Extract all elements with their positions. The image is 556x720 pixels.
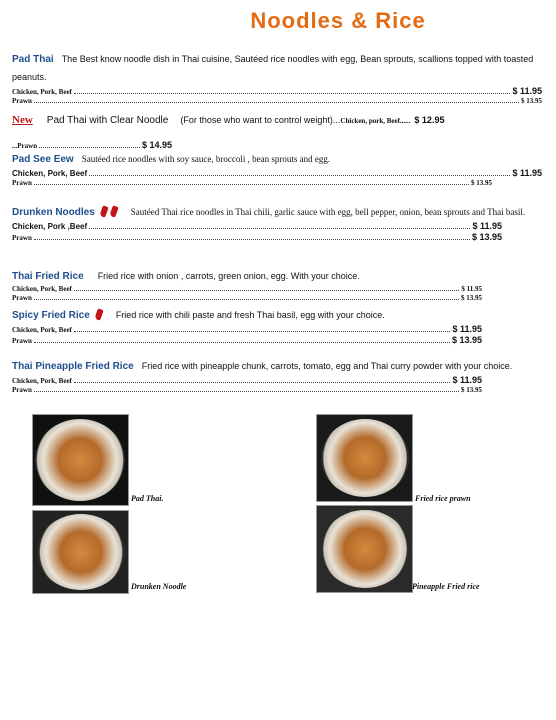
- food-photo-pineapple-fried-rice: [316, 505, 413, 593]
- price-value: $ 14.95: [141, 140, 172, 150]
- menu-item-pad-see-eew: [12, 149, 542, 187]
- item-name: Pad Thai with Clear Noodle: [46, 115, 169, 126]
- price-label: Chicken, pork, Beef......: [340, 117, 411, 125]
- food-photo-fried-rice-prawn: [316, 414, 413, 502]
- item-name: Thai Pineapple Fried Rice: [12, 361, 134, 372]
- price-label: Prawn: [12, 386, 32, 394]
- price-value: $ 11.95: [452, 375, 482, 385]
- price-label: Chicken, Pork, Beef: [12, 326, 72, 334]
- food-photo-drunken-noodle: [32, 510, 129, 594]
- price-value: $ 11.95: [512, 168, 542, 178]
- chili-pepper-icon: [109, 205, 118, 217]
- price-value: $ 13.95: [471, 179, 492, 187]
- price-label: Prawn: [12, 337, 32, 345]
- item-description: The Best know noodle dish in Thai cuisine, Sautéed rice noodles with egg, Bean sprouts, scallions topped with toasted peanuts.: [12, 54, 534, 82]
- food-photo-pad-thai: [32, 414, 129, 506]
- price-value: $ 11.95: [512, 86, 542, 96]
- item-name: Spicy Fried Rice: [12, 310, 90, 321]
- price-label: Chicken, Pork, Beef: [12, 285, 72, 293]
- page-title: Noodles & Rice: [250, 8, 426, 33]
- price-label: Chicken, Pork, Beef: [12, 377, 72, 385]
- item-description: Fried rice with onion , carrots, green onion, egg. With your choice.: [97, 271, 360, 281]
- menu-item-pad-thai-clear-noodle: [12, 110, 542, 150]
- price-label: Prawn: [12, 294, 32, 302]
- item-description: Sautéed rice noodles with soy sauce, broccoli , bean sprouts and egg.: [81, 154, 331, 164]
- price-label: Chicken, Pork, Beef: [12, 88, 72, 96]
- price-value: $ 13.95: [471, 232, 502, 242]
- item-name: Pad See Eew: [12, 154, 74, 165]
- price-value: $ 13.95: [461, 386, 482, 394]
- photo-caption: Fried rice prawn: [415, 494, 471, 503]
- menu-item-pad-thai: [12, 49, 542, 105]
- price-label: Prawn: [12, 97, 32, 105]
- price-label: ...Prawn: [12, 142, 38, 150]
- photo-caption: Drunken Noodle: [131, 582, 187, 591]
- photo-caption: Pineapple Fried rice: [412, 582, 480, 591]
- price-value: $ 11.95: [472, 221, 502, 231]
- price-label: Prawn: [12, 234, 32, 242]
- item-description: Fried rice with pineapple chunk, carrots, tomato, egg and Thai curry powder with your choice.: [141, 361, 513, 371]
- chili-pepper-icon: [99, 205, 108, 217]
- item-description: Fried rice with chili paste and fresh Thai basil, egg with your choice.: [115, 310, 385, 320]
- price-label: Chicken, Pork, Beef: [12, 169, 88, 178]
- item-description: (For those who want to control weight)...: [180, 115, 341, 125]
- photo-caption: Pad Thai.: [131, 494, 164, 503]
- menu-item-thai-pineapple-fried-rice: [12, 356, 542, 394]
- price-value: $ 12.95: [414, 115, 445, 125]
- item-name: Thai Fried Rice: [12, 271, 84, 282]
- new-badge: New: [12, 114, 33, 126]
- price-value: $ 13.95: [451, 335, 482, 345]
- price-value: $ 11.95: [461, 285, 482, 293]
- price-value: $ 13.95: [461, 294, 482, 302]
- price-value: $ 13.95: [521, 97, 542, 105]
- price-label: Chicken, Pork ,Beef: [12, 222, 88, 231]
- menu-item-spicy-fried-rice: [12, 305, 542, 345]
- item-name: Pad Thai: [12, 54, 54, 65]
- price-value: $ 11.95: [452, 324, 482, 334]
- item-name: Drunken Noodles: [12, 207, 95, 218]
- menu-item-drunken-noodles: [12, 202, 542, 242]
- price-label: Prawn: [12, 179, 32, 187]
- chili-pepper-icon: [94, 308, 103, 320]
- item-description: Sautéed Thai rice noodles in Thai chili, garlic sauce with egg, bell pepper, onion, bean sprouts and Thai basil.: [130, 207, 526, 217]
- menu-item-thai-fried-rice: [12, 266, 542, 302]
